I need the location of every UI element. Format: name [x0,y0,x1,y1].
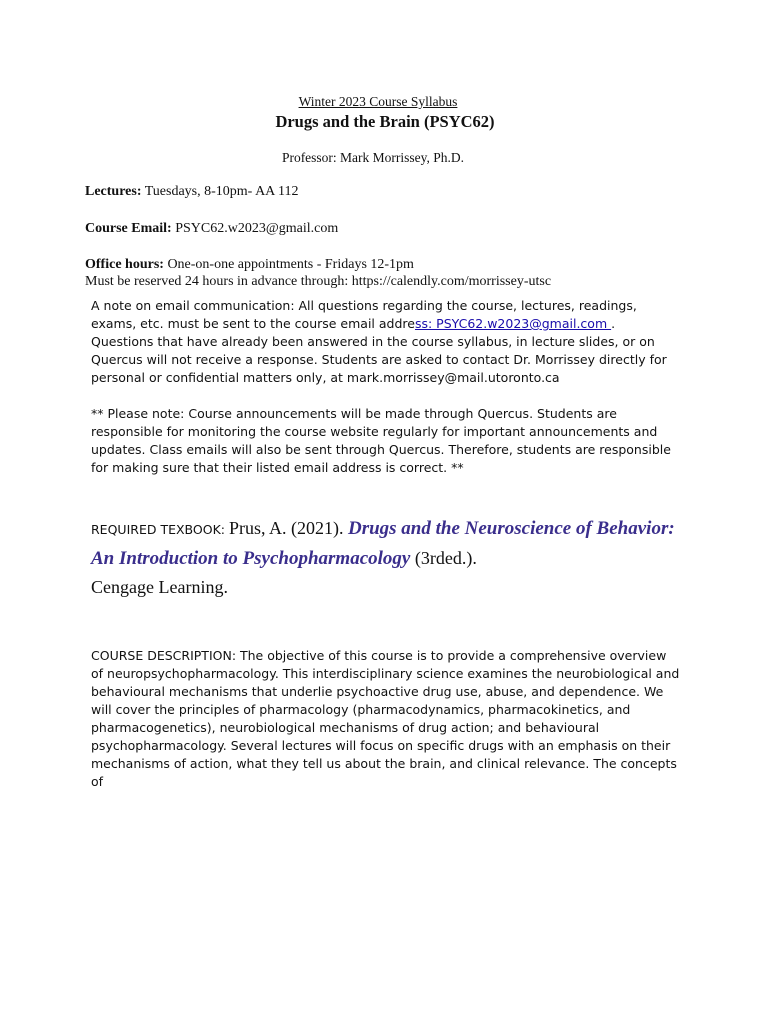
textbook-title: Drugs and the Neuroscience of Behavior: An Introduction to Psychopharmacology [91,518,675,569]
lectures-value: Tuesdays, 8-10pm- AA 112 [141,184,299,199]
textbook-author: Prus, A. (2021). [228,518,348,538]
office-hours-label: Office hours: [85,257,164,272]
reserve-note: Must be reserved 24 hours in advance through: https://calendly.com/morrissey-utsc [85,274,552,289]
course-email-link[interactable]: ss: PSYC62.w2023@gmail.com [414,316,612,331]
email-note-text-after: . Questions that have already been answered in the course syllabus, in lecture slides, or on Quercus will not receive a response. Students are asked to contact Dr. Morrissey directly for personal or confidential matters only, at mark.morrissey@mail.utoronto.ca [91,316,667,385]
required-textbook [91,514,691,602]
announcement-paragraph [91,405,681,477]
professor-line: Professor: Mark Morrissey, Ph.D. [281,150,465,165]
lectures-line [85,184,299,200]
email-note-text-before: A note on email communication: All questions regarding the course, lectures, readings, exams, etc. must be sent to the course email addre [91,298,637,331]
course-email-value: PSYC62.w2023@gmail.com [171,221,339,236]
textbook-label: REQUIRED TEXBOOK: [91,522,229,537]
course-email-line [85,221,338,237]
email-note-paragraph [91,297,681,387]
course-description-paragraph [91,647,681,791]
lectures-label: Lectures: [85,184,142,199]
course-title: Drugs and the Brain (PSYC62) [275,112,495,131]
syllabus-title: Winter 2023 Course Syllabus [298,94,458,109]
textbook-publisher: Cengage Learning. [91,577,228,597]
announcement-text: ** Please note: Course announcements will be made through Quercus. Students are responsible for monitoring the course website regularly for important announcements and updates. Class emails will also be sent through Quercus. Therefore, students are responsible for making sure that their listed email address is correct. ** [91,406,671,475]
office-hours-value: One-on-one appointments - Fridays 12-1pm [163,257,414,272]
textbook-edition: (3rded.). [410,548,477,568]
course-email-label: Course Email: [85,221,172,236]
course-description-text: COURSE DESCRIPTION: The objective of this course is to provide a comprehensive overview of neuropsychopharmacology. This interdisciplinary science examines the neurobiological and behavioural mechanisms that underlie psychoactive drug use, abuse, and dependence. We will cover the principles of pharmacology (pharmacodynamics, pharmacokinetics, and pharmacogenetics), neurobiological mechanisms of drug action; and behavioural psychopharmacology. Several lectures will focus on specific drugs with an emphasis on their mechanisms of action, what they tell us about the brain, and clinical relevance. The concepts of [91,648,680,789]
office-hours-line [85,257,414,273]
